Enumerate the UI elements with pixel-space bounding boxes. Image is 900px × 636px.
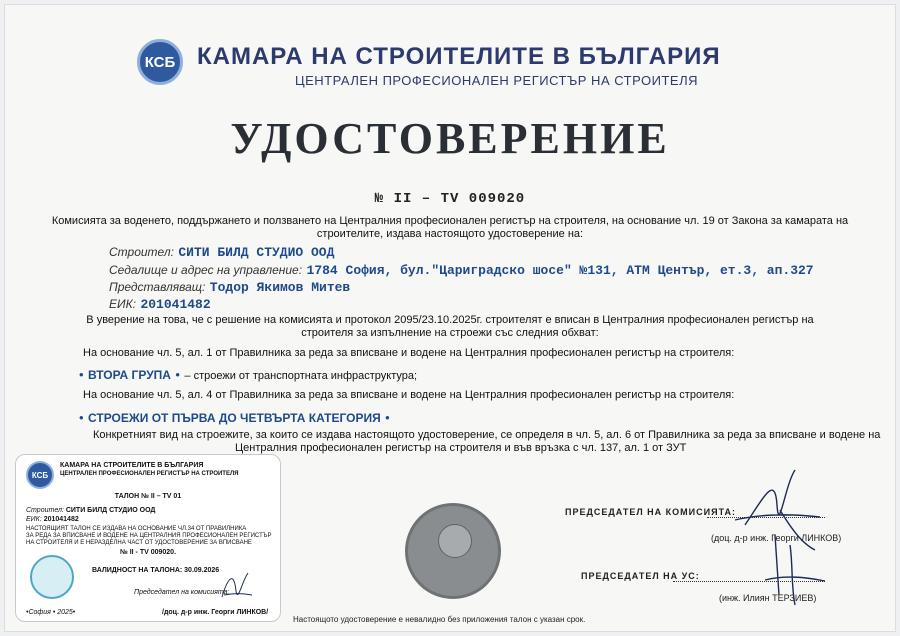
bullet-icon: • [79, 367, 84, 382]
coupon-cert-number: № II - TV 009020. [119, 549, 177, 556]
coupon-text-1: НАСТОЯЩИЯТ ТАЛОН СЕ ИЗДАВА НА ОСНОВАНИЕ ЧЛ.34 ОТ ПРАВИЛНИКА [26, 526, 247, 532]
category-row [79, 409, 390, 427]
coupon-text-3: НА СТРОИТЕЛЯ И Е НЕРАЗДЕЛНА ЧАСТ ОТ УДОСТОВЕРЕНИЕ ЗА ВПИСВАНЕ [26, 540, 252, 546]
intro-line-2: строителите, издава настоящото удостоверение на: [316, 228, 584, 240]
eik-value: 201041482 [140, 297, 211, 312]
address-value: 1784 София, бул."Цариградско шосе" №131, АТМ Център, ет.3, ап.327 [306, 263, 814, 278]
specific-line-2: Централния професионален регистър на строителя и във връзка с чл. 137, ал. 1 от ЗУТ [235, 442, 687, 454]
coupon-builder-label: Строител: [26, 507, 64, 514]
coupon-seal-icon [30, 555, 74, 599]
chamber-seal-icon [405, 503, 501, 599]
eik-label: ЕИК: [109, 297, 136, 311]
coupon-chair-name: /доц. д-р инж. Георги ЛИНКОВ/ [162, 609, 269, 616]
certificate-page [4, 4, 896, 632]
decision-line-2: строителя за изпълнение на строежи със следния обхват: [301, 327, 599, 339]
basis-2: На основание чл. 5, ал. 4 от Правилника за реда за вписване и водене на Централния професионален регистър на строителя: [83, 389, 735, 401]
certificate-number: № II – TV 009020 [374, 191, 526, 207]
address-row [109, 261, 814, 279]
chair-board-title: ПРЕДСЕДАТЕЛ НА УС: [581, 571, 700, 581]
org-name: КАМАРА НА СТРОИТЕЛИТЕ В БЪЛГАРИЯ [197, 43, 721, 70]
coupon-eik-label: ЕИК: [26, 516, 42, 523]
validity-coupon [15, 454, 281, 622]
bullet-icon: • [79, 410, 84, 425]
coupon-chair: Председател на комисията: [134, 589, 230, 596]
group-description: – строежи от транспортната инфраструктура; [184, 370, 418, 382]
coupon-validity: ВАЛИДНОСТ НА ТАЛОНА: 30.09.2026 [92, 567, 220, 574]
builder-label: Строител: [109, 245, 174, 259]
coupon-talon: ТАЛОН № II – TV 01 [114, 493, 182, 500]
representative-row [109, 278, 350, 296]
coupon-builder-value: СИТИ БИЛД СТУДИО ООД [65, 507, 156, 514]
group-row [79, 366, 417, 384]
address-label: Седалище и адрес на управление: [109, 263, 303, 277]
coupon-eik-value: 201041482 [43, 516, 79, 523]
coupon-signature-icon [214, 567, 254, 607]
coupon-eik-row [26, 516, 79, 523]
eik-row [109, 295, 211, 313]
coupon-logo-icon: КСБ [26, 461, 54, 489]
chair-board-signature-icon [745, 525, 835, 615]
coupon-text-2: ЗА РЕДА ЗА ВПИСВАНЕ И ВОДЕНЕ НА ЦЕНТРАЛНИЯ ПРОФЕСИОНАЛЕН РЕГИСТЪР [26, 533, 272, 539]
category-name: СТРОЕЖИ ОТ ПЪРВА ДО ЧЕТВЪРТА КАТЕГОРИЯ [88, 411, 381, 425]
coupon-org-name: КАМАРА НА СТРОИТЕЛИТЕ В БЪЛГАРИЯ [60, 462, 204, 469]
chair-commission-title: ПРЕДСЕДАТЕЛ НА КОМИСИЯТА: [565, 507, 736, 517]
coupon-place-year: •София • 2025• [26, 609, 76, 616]
decision-line-1: В уверение на това, че с решение на комисията и протокол 2095/23.10.2025г. строителят е вписан в Централния професионален регистър на [86, 314, 814, 326]
group-name: ВТОРА ГРУПА [88, 368, 171, 382]
register-name: ЦЕНТРАЛЕН ПРОФЕСИОНАЛЕН РЕГИСТЪР НА СТРОИТЕЛЯ [295, 73, 698, 88]
builder-row [109, 243, 334, 261]
representative-value: Тодор Якимов Митев [209, 280, 351, 295]
document-title: УДОСТОВЕРЕНИЕ [230, 114, 670, 163]
chamber-logo-icon: КСБ [137, 39, 183, 85]
intro-line-1: Комисията за воденето, поддържането и ползването на Централния професионален регистър на строителя, на основание чл. 19 от Закона за камарата на [51, 215, 849, 227]
specific-line-1: Конкретният вид на строежите, за които се издава настоящото удостоверение, се определя в чл. 5, ал. 6 от Правилника за реда за вписване и водене на [93, 429, 881, 441]
basis-1: На основание чл. 5, ал. 1 от Правилника за реда за вписване и водене на Централния професионален регистър на строителя: [83, 347, 735, 359]
builder-value: СИТИ БИЛД СТУДИО ООД [178, 245, 335, 260]
coupon-register-name: ЦЕНТРАЛЕН ПРОФЕСИОНАЛЕН РЕГИСТЪР НА СТРОИТЕЛЯ [60, 471, 239, 477]
bullet-icon: • [175, 367, 180, 382]
chair-commission-name: (доц. д-р инж. Георги ЛИНКОВ) [711, 533, 842, 543]
footer-note: Настоящото удостоверение е невалидно без приложения талон с указан срок. [293, 615, 586, 624]
chair-board-name: (инж. Илиян ТЕРЗИЕВ) [719, 593, 817, 603]
representative-label: Представляващ: [109, 280, 206, 294]
coupon-builder-row [26, 507, 155, 514]
bullet-icon: • [385, 410, 390, 425]
